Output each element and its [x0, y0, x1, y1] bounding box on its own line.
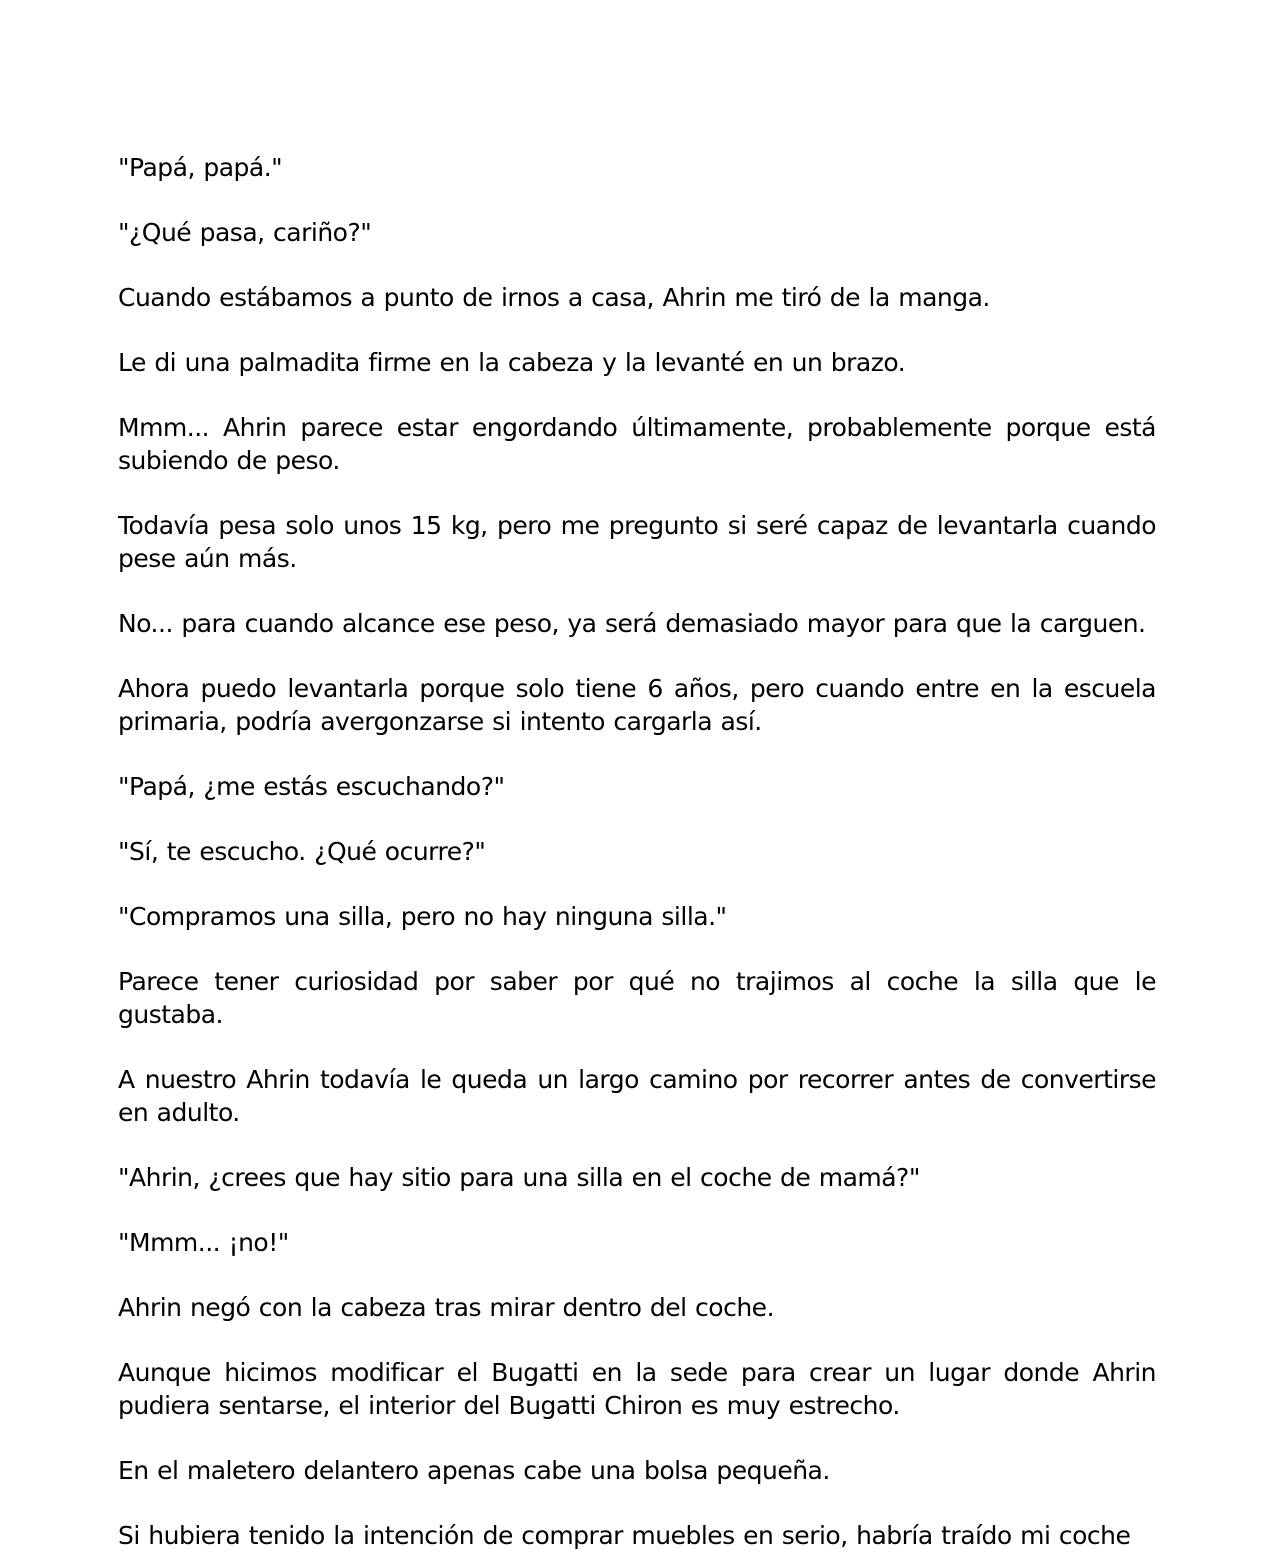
paragraph-9: "Papá, ¿me estás escuchando?" [118, 772, 505, 801]
document-page [118, 151, 1156, 1552]
paragraph-15: "Mmm... ¡no!" [118, 1228, 289, 1257]
paragraph-3: Cuando estábamos a punto de irnos a casa, Ahrin me tiró de la manga. [118, 283, 990, 312]
paragraph-10: "Sí, te escucho. ¿Qué ocurre?" [118, 837, 486, 866]
paragraph-8: Ahora puedo levantarla porque solo tiene 6 años, pero cuando entre en la escuela primaria, podría avergonzarse si intento cargarla así. [118, 674, 1156, 736]
paragraph-13: A nuestro Ahrin todavía le queda un largo camino por recorrer antes de convertirse en adulto. [118, 1065, 1156, 1127]
paragraph-12: Parece tener curiosidad por saber por qué no trajimos al coche la silla que le gustaba. [118, 967, 1156, 1029]
paragraph-2: "¿Qué pasa, cariño?" [118, 218, 372, 247]
paragraph-16: Ahrin negó con la cabeza tras mirar dentro del coche. [118, 1293, 775, 1322]
paragraph-11: "Compramos una silla, pero no hay ninguna silla." [118, 902, 727, 931]
paragraph-4: Le di una palmadita firme en la cabeza y la levanté en un brazo. [118, 348, 906, 377]
paragraph-6: Todavía pesa solo unos 15 kg, pero me pregunto si seré capaz de levantarla cuando pese aún más. [118, 511, 1156, 573]
paragraph-7: No... para cuando alcance ese peso, ya será demasiado mayor para que la carguen. [118, 609, 1146, 638]
paragraph-14: "Ahrin, ¿crees que hay sitio para una silla en el coche de mamá?" [118, 1163, 920, 1192]
paragraph-19: Si hubiera tenido la intención de comprar muebles en serio, habría traído mi coche [118, 1521, 1131, 1550]
paragraph-18: En el maletero delantero apenas cabe una bolsa pequeña. [118, 1456, 830, 1485]
paragraph-5: Mmm... Ahrin parece estar engordando últimamente, probablemente porque está subiendo de peso. [118, 413, 1156, 475]
paragraph-17: Aunque hicimos modificar el Bugatti en la sede para crear un lugar donde Ahrin pudiera sentarse, el interior del Bugatti Chiron es muy estrecho. [118, 1358, 1156, 1420]
paragraph-1: "Papá, papá." [118, 153, 283, 182]
